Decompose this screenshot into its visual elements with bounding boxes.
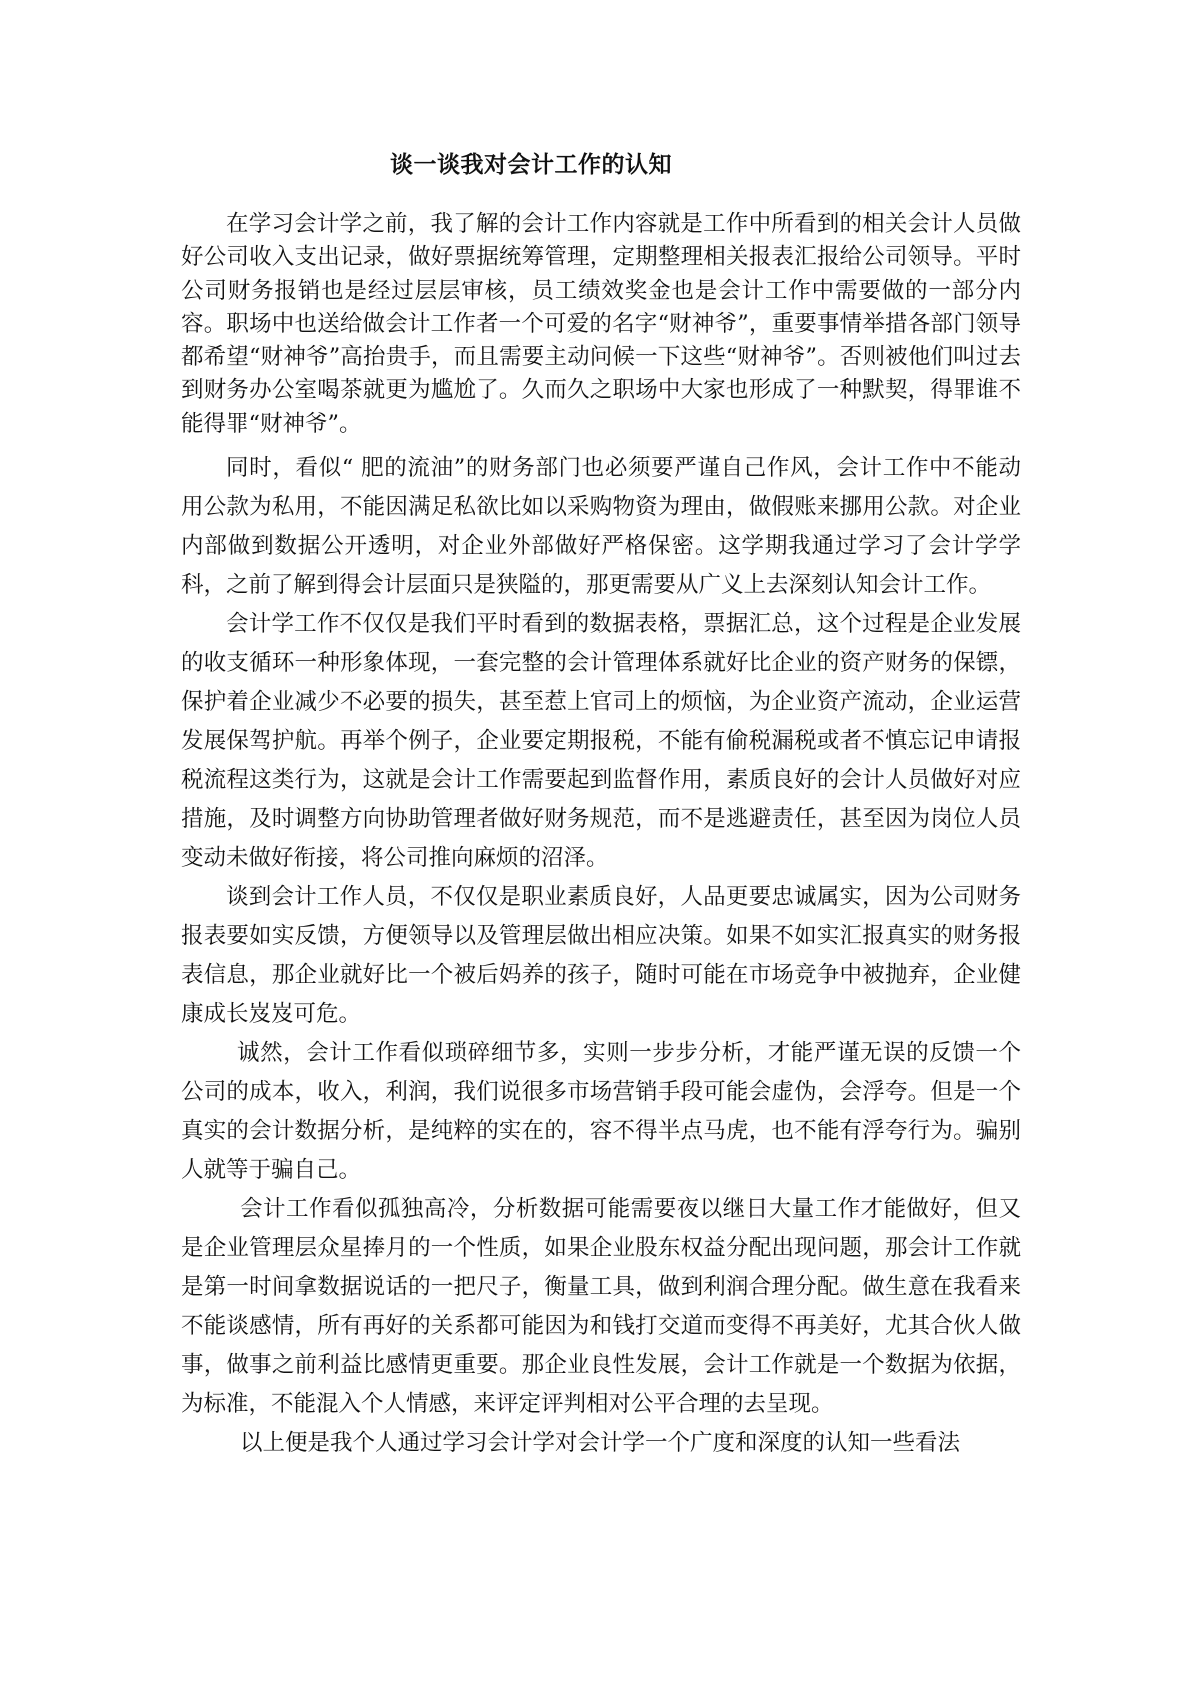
paragraph-3: 会计学工作不仅仅是我们平时看到的数据表格，票据汇总，这个过程是企业发展的收支循环一种形象体现，一套完整的会计管理体系就好比企业的资产财务的保镖，保护着企业减少不必要的损失，甚至惹上官司上的烦恼，为企业资产流动，企业运营发展保驾护航。再举个例子，企业要定期报税，不能有偷税漏税或者不慎忘记申请报税流程这类行为，这就是会计工作需要起到监督作用，素质良好的会计人员做好对应措施，及时调整方向协助管理者做好财务规范，而不是逃避责任，甚至因为岗位人员变动未做好衔接，将公司推向麻烦的沼泽。 (181, 611, 1021, 872)
paragraph-7: 以上便是我个人通过学习会计学对会计学一个广度和深度的认知一些看法 (240, 1430, 961, 1457)
document-title: 谈一谈我对会计工作的认知 (390, 151, 672, 178)
document-body (181, 208, 1021, 1463)
paragraph-6: 会计工作看似孤独高冷，分析数据可能需要夜以继日大量工作才能做好，但又是企业管理层众星捧月的一个性质，如果企业股东权益分配出现问题，那会计工作就是第一时间拿数据说话的一把尺子，衡量工具，做到利润合理分配。做生意在我看来不能谈感情，所有再好的关系都可能因为和钱打交道而变得不再美好，尤其合伙人做事，做事之前利益比感情更重要。那企业良性发展，会计工作就是一个数据为依据，为标准，不能混入个人情感，来评定评判相对公平合理的去呈现。 (181, 1196, 1021, 1418)
paragraph-1: 在学习会计学之前，我了解的会计工作内容就是工作中所看到的相关会计人员做好公司收入支出记录，做好票据统筹管理，定期整理相关报表汇报给公司领导。平时公司财务报销也是经过层层审核，员工绩效奖金也是会计工作中需要做的一部分内容。职场中也送给做会计工作者一个可爱的名字“财神爷”，重要事情举措各部门领导都希望“财神爷”高抬贵手，而且需要主动问候一下这些“财神爷”。否则被他们叫过去到财务办公室喝茶就更为尴尬了。久而久之职场中大家也形成了一种默契，得罪谁不能得罪“财神爷”。 (181, 211, 1021, 437)
paragraph-4: 谈到会计工作人员，不仅仅是职业素质良好，人品更要忠诚属实，因为公司财务报表要如实反馈，方便领导以及管理层做出相应决策。如果不如实汇报真实的财务报表信息，那企业就好比一个被后妈养的孩子，随时可能在市场竞争中被抛弃，企业健康成长岌岌可危。 (181, 884, 1021, 1028)
paragraph-5: 诚然，会计工作看似琐碎细节多，实则一步步分析，才能严谨无误的反馈一个公司的成本，收入，利润，我们说很多市场营销手段可能会虚伪，会浮夸。但是一个真实的会计数据分析，是纯粹的实在的，容不得半点马虎，也不能有浮夸行为。骗别人就等于骗自己。 (181, 1040, 1021, 1184)
paragraph-2: 同时，看似“ 肥的流油”的财务部门也必须要严谨自己作风，会计工作中不能动用公款为私用，不能因满足私欲比如以采购物资为理由，做假账来挪用公款。对企业内部做到数据公开透明，对企业外部做好严格保密。这学期我通过学习了会计学学科，之前了解到得会计层面只是狭隘的，那更需要从广义上去深刻认知会计工作。 (181, 455, 1021, 599)
